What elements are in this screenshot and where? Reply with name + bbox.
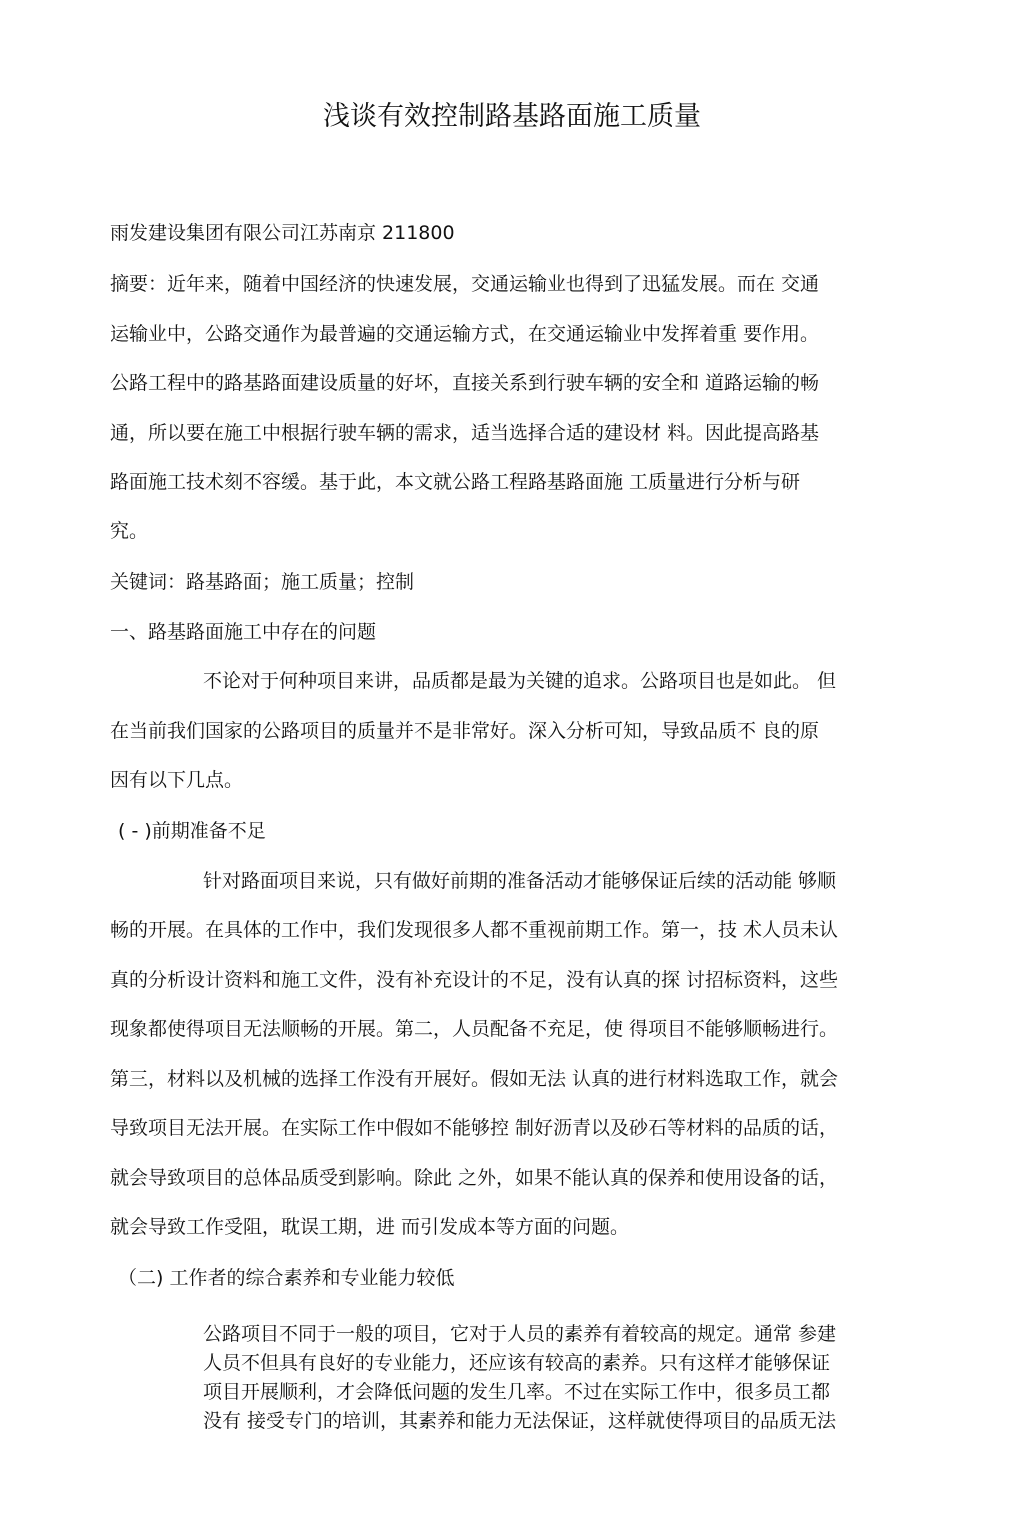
abstract-line: 摘要：近年来，随着中国经济的快速发展，交通运输业也得到了迅猛发展。而在 交通: [110, 273, 820, 295]
abstract-line: 通，所以要在施工中根据行驶车辆的需求，适当选择合适的建设材 料。因此提高路基: [110, 422, 820, 444]
section-heading: 一、路基路面施工中存在的问题: [110, 621, 377, 643]
paragraph-line: 畅的开展。在具体的工作中，我们发现很多人都不重视前期工作。第一，技 术人员未认: [110, 919, 839, 941]
keywords: 关键词：路基路面；施工质量；控制: [110, 571, 415, 593]
paragraph-line: 就会导致项目的总体品质受到影响。除此 之外，如果不能认真的保养和使用设备的话，: [110, 1167, 839, 1189]
paragraph-line: 现象都使得项目无法顺畅的开展。第二，人员配备不充足，使 得项目不能够顺畅进行。: [110, 1018, 839, 1040]
paragraph-line: 真的分析设计资料和施工文件，没有补充设计的不足，没有认真的探 讨招标资料，这些: [110, 969, 839, 991]
paragraph-line: 公路项目不同于一般的项目，它对于人员的素养有着较高的规定。通常 参建: [203, 1323, 837, 1345]
author-affiliation: 雨发建设集团有限公司江苏南京 211800: [110, 222, 455, 244]
abstract-line: 究。: [110, 520, 149, 542]
paragraph-line: 项目开展顺利，才会降低问题的发生几率。不过在实际工作中，很多员工都: [203, 1381, 831, 1403]
document-title: 浅谈有效控制路基路面施工质量: [323, 101, 701, 132]
subsection-heading: （二) 工作者的综合素养和专业能力较低: [118, 1267, 455, 1289]
paragraph-line: 第三，材料以及机械的选择工作没有开展好。假如无法 认真的进行材料选取工作，就会: [110, 1068, 839, 1090]
paragraph-line: 因有以下几点。: [110, 769, 244, 791]
paragraph-line: 人员不但具有良好的专业能力，还应该有较高的素养。只有这样才能够保证: [203, 1352, 831, 1374]
abstract-line: 运输业中，公路交通作为最普遍的交通运输方式，在交通运输业中发挥着重 要作用。: [110, 323, 820, 345]
paragraph-line: 不论对于何种项目来讲，品质都是最为关键的追求。公路项目也是如此。 但: [203, 670, 837, 692]
paragraph-line: 导致项目无法开展。在实际工作中假如不能够控 制好沥青以及砂石等材料的品质的话，: [110, 1117, 839, 1139]
paragraph-line: 在当前我们国家的公路项目的质量并不是非常好。深入分析可知，导致品质不 良的原: [110, 720, 820, 742]
paragraph-line: 没有 接受专门的培训，其素养和能力无法保证，这样就使得项目的品质无法: [203, 1410, 837, 1432]
abstract-line: 路面施工技术刻不容缓。基于此，本文就公路工程路基路面施 工质量进行分析与研: [110, 471, 801, 493]
abstract-line: 公路工程中的路基路面建设质量的好坏，直接关系到行驶车辆的安全和 道路运输的畅: [110, 372, 820, 394]
paragraph-line: 针对路面项目来说，只有做好前期的准备活动才能够保证后续的活动能 够顺: [203, 870, 837, 892]
subsection-heading: ( - )前期准备不足: [118, 820, 266, 842]
paragraph-line: 就会导致工作受阻，耽误工期，进 而引发成本等方面的问题。: [110, 1216, 630, 1238]
